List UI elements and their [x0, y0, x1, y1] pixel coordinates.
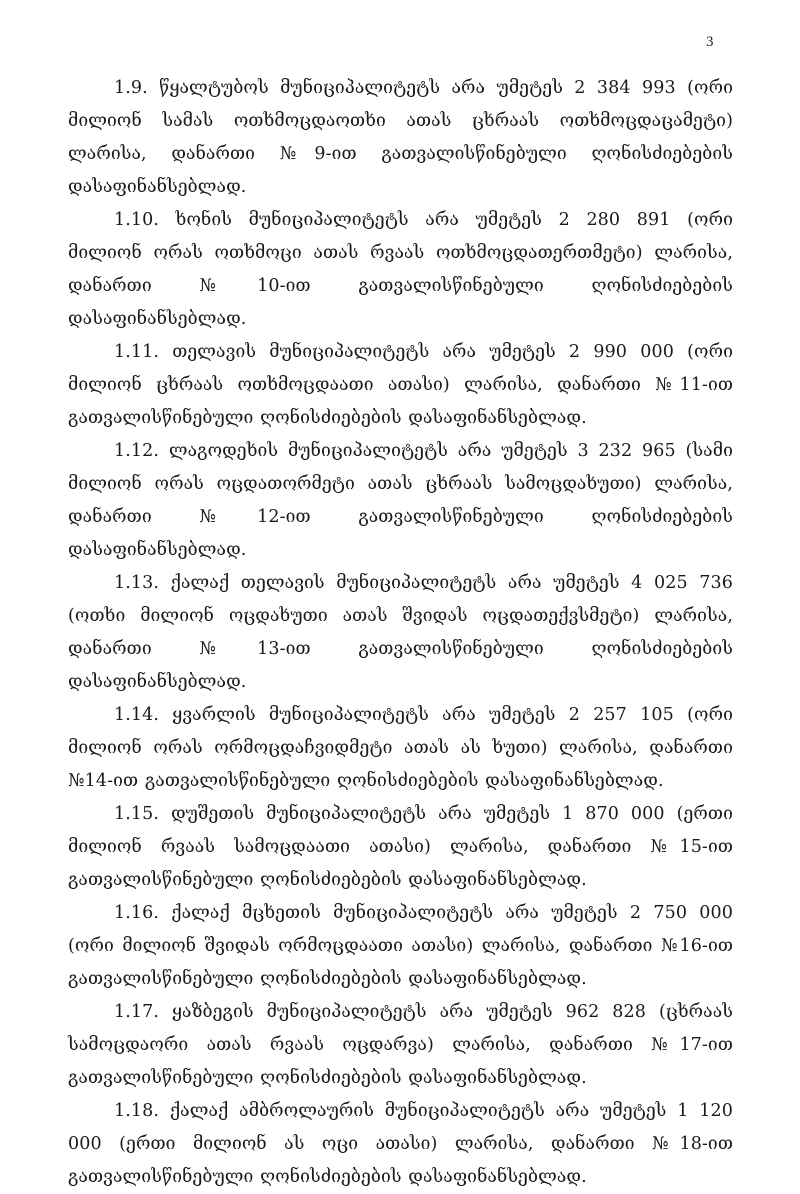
paragraph-1-17: 1.17. ყაზბეგის მუნიციპალიტეტს არა უმეტეს 962 828 (ცხრაას სამოცდაორი ათას რვაას ოცდარვა) ლარისა, დანართი №17-ით გათვალისწინებული ღონისძიებების დასაფინანსებლად.	[68, 1002, 733, 1088]
page-number: 3	[706, 34, 714, 50]
paragraph-1-11: 1.11. თელავის მუნიციპალიტეტს არა უმეტეს 2 990 000 (ორი მილიონ ცხრაას ოთხმოცდაათი ათასი) ლარისა, დანართი №11-ით გათვალისწინებული ღონისძიებების დასაფინანსებლად.	[68, 342, 733, 428]
paragraph-1-13: 1.13. ქალაქ თელავის მუნიციპალიტეტს არა უმეტეს 4 025 736 (ოთხი მილიონ ოცდახუთი ათას შვიდას ოცდათექვსმეტი) ლარისა, დანართი №13-ით გათვალისწინებული ღონისძიებების დასაფინანსებლად.	[68, 573, 733, 692]
paragraph-1-18: 1.18. ქალაქ ამბროლაურის მუნიციპალიტეტს არა უმეტეს 1 120 000 (ერთი მილიონ ას ოცი ათასი) ლარისა, დანართი №18-ით გათვალისწინებული ღონისძიებების დასაფინანსებლად.	[68, 1101, 733, 1187]
paragraph-1-14: 1.14. ყვარლის მუნიციპალიტეტს არა უმეტეს 2 257 105 (ორი მილიონ ორას ორმოცდაჩვიდმეტი ათას ას ხუთი) ლარისა, დანართი №14-ით გათვალისწინებული ღონისძიებების დასაფინანსებლად.	[68, 705, 733, 791]
paragraph-1-10: 1.10. ხონის მუნიციპალიტეტს არა უმეტეს 2 280 891 (ორი მილიონ ორას ოთხმოცი ათას რვაას ოთხმოცდათერთმეტი) ლარისა, დანართი №10-ით გათვალისწინებული ღონისძიებების დასაფინანსებლად.	[68, 210, 733, 329]
paragraph-1-9: 1.9. წყალტუბოს მუნიციპალიტეტს არა უმეტეს 2 384 993 (ორი მილიონ სამას ოთხმოცდაოთხი ათას ცხრაას ოთხმოცდაცამეტი) ლარისა, დანართი №9-ით გათვალისწინებული ღონისძიებების დასაფინანსებლად.	[68, 78, 733, 197]
document-body	[68, 72, 733, 1194]
paragraph-1-16: 1.16. ქალაქ მცხეთის მუნიციპალიტეტს არა უმეტეს 2 750 000 (ორი მილიონ შვიდას ორმოცდაათი ათასი) ლარისა, დანართი №16-ით გათვალისწინებული ღონისძიებების დასაფინანსებლად.	[68, 903, 733, 989]
paragraph-1-15: 1.15. დუშეთის მუნიციპალიტეტს არა უმეტეს 1 870 000 (ერთი მილიონ რვაას სამოცდაათი ათასი) ლარისა, დანართი №15-ით გათვალისწინებული ღონისძიებების დასაფინანსებლად.	[68, 804, 733, 890]
paragraph-1-12: 1.12. ლაგოდეხის მუნიციპალიტეტს არა უმეტეს 3 232 965 (სამი მილიონ ორას ოცდათორმეტი ათას ცხრაას სამოცდახუთი) ლარისა, დანართი №12-ით გათვალისწინებული ღონისძიებების დასაფინანსებლად.	[68, 441, 733, 560]
